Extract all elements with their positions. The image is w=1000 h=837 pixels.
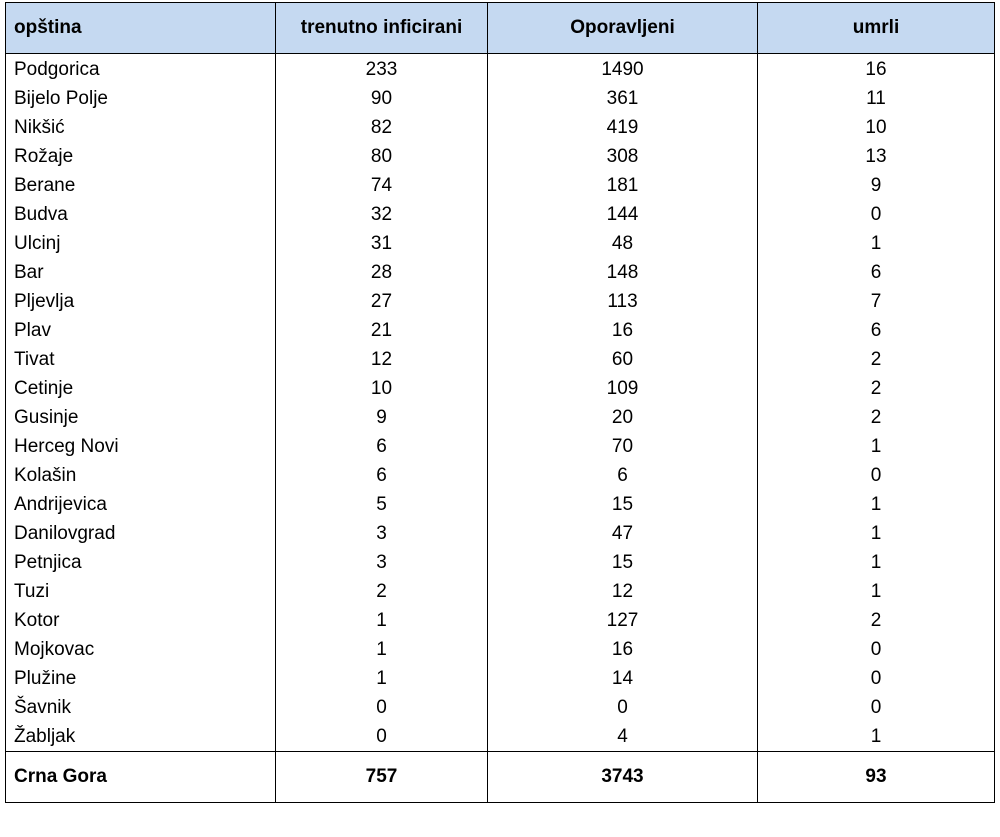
table-row bbox=[6, 722, 995, 752]
cell-recovered: 127 bbox=[488, 606, 758, 635]
cell-deceased: 1 bbox=[758, 490, 995, 519]
municipality-covid-table bbox=[5, 2, 995, 803]
cell-currently-infected: 1 bbox=[276, 606, 488, 635]
table-row bbox=[6, 113, 995, 142]
cell-deceased: 13 bbox=[758, 142, 995, 171]
cell-currently-infected: 6 bbox=[276, 461, 488, 490]
cell-recovered: 4 bbox=[488, 722, 758, 752]
table-row bbox=[6, 664, 995, 693]
cell-municipality: Plužine bbox=[6, 664, 276, 693]
table-row bbox=[6, 635, 995, 664]
table-row bbox=[6, 229, 995, 258]
cell-municipality: Pljevlja bbox=[6, 287, 276, 316]
total-row bbox=[6, 752, 995, 803]
cell-currently-infected: 90 bbox=[276, 84, 488, 113]
cell-currently-infected: 1 bbox=[276, 664, 488, 693]
header-row bbox=[6, 3, 995, 54]
cell-municipality: Žabljak bbox=[6, 722, 276, 752]
cell-currently-infected: 31 bbox=[276, 229, 488, 258]
table-row bbox=[6, 345, 995, 374]
cell-deceased: 1 bbox=[758, 548, 995, 577]
cell-currently-infected: 21 bbox=[276, 316, 488, 345]
cell-recovered: 109 bbox=[488, 374, 758, 403]
cell-municipality: Ulcinj bbox=[6, 229, 276, 258]
cell-municipality: Andrijevica bbox=[6, 490, 276, 519]
cell-recovered: 361 bbox=[488, 84, 758, 113]
cell-deceased: 0 bbox=[758, 461, 995, 490]
cell-municipality: Tivat bbox=[6, 345, 276, 374]
cell-currently-infected: 28 bbox=[276, 258, 488, 287]
cell-deceased: 10 bbox=[758, 113, 995, 142]
cell-currently-infected: 5 bbox=[276, 490, 488, 519]
table-row bbox=[6, 171, 995, 200]
total-recovered: 3743 bbox=[488, 752, 758, 803]
cell-recovered: 308 bbox=[488, 142, 758, 171]
total-currently-infected: 757 bbox=[276, 752, 488, 803]
cell-recovered: 181 bbox=[488, 171, 758, 200]
cell-currently-infected: 0 bbox=[276, 693, 488, 722]
table-row bbox=[6, 519, 995, 548]
cell-recovered: 14 bbox=[488, 664, 758, 693]
cell-recovered: 144 bbox=[488, 200, 758, 229]
cell-deceased: 0 bbox=[758, 664, 995, 693]
cell-currently-infected: 2 bbox=[276, 577, 488, 606]
document-page bbox=[5, 2, 995, 803]
cell-deceased: 1 bbox=[758, 432, 995, 461]
cell-deceased: 1 bbox=[758, 229, 995, 258]
table-row bbox=[6, 693, 995, 722]
cell-deceased: 9 bbox=[758, 171, 995, 200]
header-recovered: Oporavljeni bbox=[488, 3, 758, 54]
table-row bbox=[6, 374, 995, 403]
cell-municipality: Tuzi bbox=[6, 577, 276, 606]
cell-currently-infected: 74 bbox=[276, 171, 488, 200]
total-deceased: 93 bbox=[758, 752, 995, 803]
cell-currently-infected: 0 bbox=[276, 722, 488, 752]
table-row bbox=[6, 200, 995, 229]
cell-currently-infected: 12 bbox=[276, 345, 488, 374]
cell-deceased: 2 bbox=[758, 345, 995, 374]
cell-deceased: 2 bbox=[758, 403, 995, 432]
cell-deceased: 7 bbox=[758, 287, 995, 316]
cell-deceased: 2 bbox=[758, 606, 995, 635]
header-currently-infected: trenutno inficirani bbox=[276, 3, 488, 54]
cell-recovered: 15 bbox=[488, 490, 758, 519]
cell-recovered: 12 bbox=[488, 577, 758, 606]
cell-currently-infected: 32 bbox=[276, 200, 488, 229]
cell-recovered: 47 bbox=[488, 519, 758, 548]
cell-municipality: Herceg Novi bbox=[6, 432, 276, 461]
cell-currently-infected: 9 bbox=[276, 403, 488, 432]
cell-municipality: Berane bbox=[6, 171, 276, 200]
cell-currently-infected: 3 bbox=[276, 519, 488, 548]
table-row bbox=[6, 432, 995, 461]
cell-municipality: Plav bbox=[6, 316, 276, 345]
cell-recovered: 48 bbox=[488, 229, 758, 258]
table-row bbox=[6, 577, 995, 606]
cell-municipality: Bijelo Polje bbox=[6, 84, 276, 113]
cell-currently-infected: 1 bbox=[276, 635, 488, 664]
cell-deceased: 0 bbox=[758, 693, 995, 722]
cell-recovered: 148 bbox=[488, 258, 758, 287]
table-row bbox=[6, 490, 995, 519]
cell-municipality: Bar bbox=[6, 258, 276, 287]
cell-deceased: 2 bbox=[758, 374, 995, 403]
cell-currently-infected: 233 bbox=[276, 54, 488, 85]
cell-deceased: 1 bbox=[758, 519, 995, 548]
cell-recovered: 419 bbox=[488, 113, 758, 142]
header-deceased: umrli bbox=[758, 3, 995, 54]
table-row bbox=[6, 142, 995, 171]
total-label: Crna Gora bbox=[6, 752, 276, 803]
table-row bbox=[6, 316, 995, 345]
cell-municipality: Cetinje bbox=[6, 374, 276, 403]
table-row bbox=[6, 287, 995, 316]
table-row bbox=[6, 606, 995, 635]
table-row bbox=[6, 548, 995, 577]
cell-municipality: Petnjica bbox=[6, 548, 276, 577]
cell-currently-infected: 80 bbox=[276, 142, 488, 171]
cell-municipality: Danilovgrad bbox=[6, 519, 276, 548]
cell-recovered: 70 bbox=[488, 432, 758, 461]
cell-recovered: 113 bbox=[488, 287, 758, 316]
table-row bbox=[6, 403, 995, 432]
cell-recovered: 15 bbox=[488, 548, 758, 577]
cell-deceased: 6 bbox=[758, 258, 995, 287]
table-body bbox=[6, 54, 995, 752]
cell-recovered: 6 bbox=[488, 461, 758, 490]
cell-municipality: Rožaje bbox=[6, 142, 276, 171]
cell-recovered: 0 bbox=[488, 693, 758, 722]
table-row bbox=[6, 461, 995, 490]
cell-recovered: 20 bbox=[488, 403, 758, 432]
cell-municipality: Podgorica bbox=[6, 54, 276, 85]
cell-recovered: 1490 bbox=[488, 54, 758, 85]
cell-currently-infected: 3 bbox=[276, 548, 488, 577]
cell-municipality: Nikšić bbox=[6, 113, 276, 142]
cell-recovered: 16 bbox=[488, 635, 758, 664]
table-footer bbox=[6, 752, 995, 803]
cell-deceased: 1 bbox=[758, 722, 995, 752]
cell-deceased: 16 bbox=[758, 54, 995, 85]
table-row bbox=[6, 84, 995, 113]
cell-currently-infected: 10 bbox=[276, 374, 488, 403]
cell-currently-infected: 6 bbox=[276, 432, 488, 461]
cell-municipality: Gusinje bbox=[6, 403, 276, 432]
cell-deceased: 0 bbox=[758, 635, 995, 664]
cell-deceased: 11 bbox=[758, 84, 995, 113]
cell-recovered: 16 bbox=[488, 316, 758, 345]
table-row bbox=[6, 54, 995, 85]
cell-municipality: Budva bbox=[6, 200, 276, 229]
cell-municipality: Kolašin bbox=[6, 461, 276, 490]
cell-deceased: 1 bbox=[758, 577, 995, 606]
table-header bbox=[6, 3, 995, 54]
cell-municipality: Kotor bbox=[6, 606, 276, 635]
header-municipality: opština bbox=[6, 3, 276, 54]
cell-currently-infected: 82 bbox=[276, 113, 488, 142]
cell-currently-infected: 27 bbox=[276, 287, 488, 316]
cell-municipality: Šavnik bbox=[6, 693, 276, 722]
cell-recovered: 60 bbox=[488, 345, 758, 374]
cell-deceased: 0 bbox=[758, 200, 995, 229]
cell-municipality: Mojkovac bbox=[6, 635, 276, 664]
table-row bbox=[6, 258, 995, 287]
cell-deceased: 6 bbox=[758, 316, 995, 345]
